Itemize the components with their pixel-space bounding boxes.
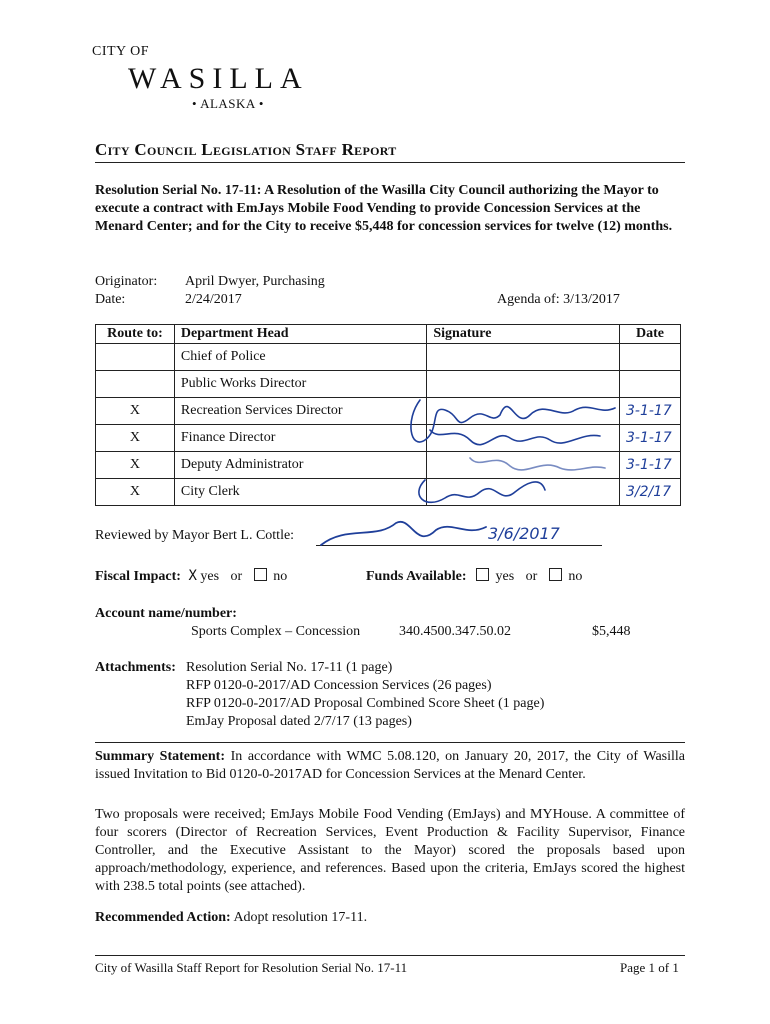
proposals-paragraph: Two proposals were received; EmJays Mobile Food Vending (EmJays) and MYHouse. A committee of four scorers (Director of Recreation Services, Event Production & Facility Supervisor, Finance Controller, and the Executive Assistant to the Mayor) scored the proposals based upon approach/methodology, experience, and references. Based upon the criteria, EmJays scored the highest with 238.5 total points (see attached). bbox=[95, 807, 685, 894]
funds-no: no bbox=[568, 569, 583, 584]
sign-date: 3-1-17 bbox=[619, 452, 680, 479]
recommended-text: Adopt resolution 17-11. bbox=[233, 910, 368, 925]
fiscal-impact-row bbox=[95, 568, 287, 585]
signature-cell bbox=[427, 452, 620, 479]
originator-value: April Dwyer, Purchasing bbox=[185, 274, 325, 289]
header-route-to: Route to: bbox=[96, 325, 175, 344]
header-signature: Signature bbox=[427, 325, 620, 344]
table-row bbox=[96, 398, 681, 425]
fiscal-no: no bbox=[273, 569, 288, 584]
department-name: Public Works Director bbox=[174, 371, 426, 398]
sign-date bbox=[619, 344, 680, 371]
route-mark: X bbox=[96, 452, 175, 479]
footer-title: City of Wasilla Staff Report for Resolution Serial No. 17-11 bbox=[95, 960, 408, 975]
header-date: Date bbox=[619, 325, 680, 344]
attachment-item: EmJay Proposal dated 2/7/17 (13 pages) bbox=[186, 714, 412, 729]
department-name: Deputy Administrator bbox=[174, 452, 426, 479]
funds-available-row bbox=[366, 568, 582, 585]
sign-date: 3-1-17 bbox=[619, 425, 680, 452]
summary-text: In accordance with WMC 5.08.120, on January 20, 2017, the City of Wasilla issued Invitation to Bid 0120-0-2017AD for Concession Services at the Menard Center. bbox=[95, 749, 685, 782]
fiscal-or: or bbox=[230, 569, 243, 584]
sign-date: 3/2/17 bbox=[619, 479, 680, 506]
report-title: City Council Legislation Staff Report bbox=[95, 140, 397, 159]
fiscal-impact-mark: X bbox=[188, 568, 197, 584]
date-value: 2/24/2017 bbox=[185, 292, 242, 307]
funds-yes-checkbox bbox=[476, 568, 489, 581]
department-name: Recreation Services Director bbox=[174, 398, 426, 425]
recommended-action bbox=[95, 910, 367, 926]
sign-date: 3-1-17 bbox=[619, 398, 680, 425]
table-row bbox=[96, 425, 681, 452]
letterhead-state: • ALASKA • bbox=[192, 96, 264, 111]
account-amount: $5,448 bbox=[592, 624, 631, 639]
resolution-statement: Resolution Serial No. 17-11: A Resolution of the Wasilla City Council authorizing the Mayor to execute a contract with EmJays Mobile Food Vending to provide Concession Services at the Menard Center; and for the City to receive $5,448 for concession services for twelve (12) months. bbox=[95, 183, 673, 234]
department-name: Finance Director bbox=[174, 425, 426, 452]
routing-table bbox=[95, 324, 681, 506]
letterhead-city-of: CITY OF bbox=[92, 44, 150, 59]
signature-cell bbox=[427, 344, 620, 371]
letterhead-city-name: WASILLA bbox=[128, 62, 309, 95]
attachments-label: Attachments: bbox=[95, 660, 176, 675]
fiscal-impact-label: Fiscal Impact: bbox=[95, 569, 181, 584]
mayor-review-label: Reviewed by Mayor Bert L. Cottle: bbox=[95, 528, 295, 543]
route-mark bbox=[96, 344, 175, 371]
routing-header-row bbox=[96, 325, 681, 344]
attachment-item: Resolution Serial No. 17-11 (1 page) bbox=[186, 660, 393, 675]
signature-cell bbox=[427, 425, 620, 452]
account-name: Sports Complex – Concession bbox=[191, 624, 361, 639]
header-department-head: Department Head bbox=[174, 325, 426, 344]
fiscal-yes: yes bbox=[200, 569, 220, 584]
department-name: Chief of Police bbox=[174, 344, 426, 371]
footer-rule bbox=[95, 955, 685, 956]
title-rule bbox=[95, 162, 685, 163]
funds-no-checkbox bbox=[549, 568, 562, 581]
date-label: Date: bbox=[95, 292, 126, 307]
summary-statement bbox=[95, 748, 685, 784]
recommended-label: Recommended Action: bbox=[95, 910, 231, 925]
sign-date bbox=[619, 371, 680, 398]
originator-label: Originator: bbox=[95, 274, 158, 289]
account-number: 340.4500.347.50.02 bbox=[399, 624, 511, 639]
table-row bbox=[96, 479, 681, 506]
table-row bbox=[96, 344, 681, 371]
mayor-review-date: 3/6/2017 bbox=[488, 524, 560, 543]
route-mark: X bbox=[96, 398, 175, 425]
signature-cell bbox=[427, 479, 620, 506]
table-row bbox=[96, 371, 681, 398]
agenda-date: Agenda of: 3/13/2017 bbox=[497, 292, 620, 307]
footer-page-number: Page 1 of 1 bbox=[620, 960, 679, 975]
funds-available-label: Funds Available: bbox=[366, 569, 467, 584]
route-mark: X bbox=[96, 425, 175, 452]
department-name: City Clerk bbox=[174, 479, 426, 506]
summary-label: Summary Statement: bbox=[95, 749, 225, 764]
account-label: Account name/number: bbox=[95, 606, 237, 621]
funds-or: or bbox=[525, 569, 538, 584]
attachment-item: RFP 0120-0-2017/AD Proposal Combined Score Sheet (1 page) bbox=[186, 696, 545, 711]
signature-cell bbox=[427, 398, 620, 425]
route-mark bbox=[96, 371, 175, 398]
fiscal-no-checkbox bbox=[254, 568, 267, 581]
funds-yes: yes bbox=[495, 569, 515, 584]
summary-rule bbox=[95, 742, 685, 743]
signature-cell bbox=[427, 371, 620, 398]
mayor-signature bbox=[316, 515, 496, 555]
table-row bbox=[96, 452, 681, 479]
route-mark: X bbox=[96, 479, 175, 506]
attachment-item: RFP 0120-0-2017/AD Concession Services (26 pages) bbox=[186, 678, 492, 693]
